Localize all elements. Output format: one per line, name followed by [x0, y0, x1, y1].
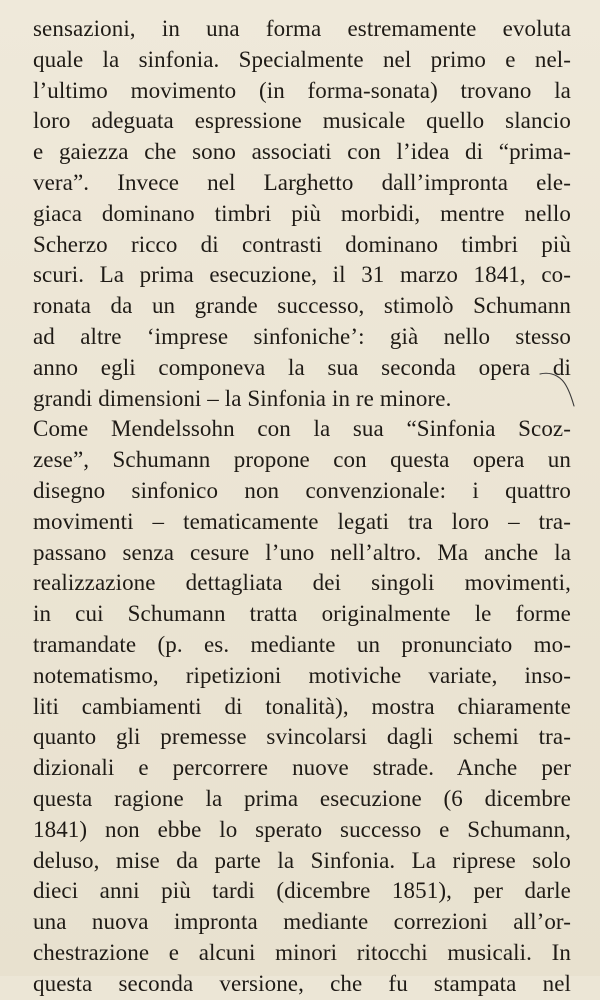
- text-line: grandi dimensioni – la Sinfonia in re minore.: [33, 385, 452, 411]
- text-line: zese”, Schumann propone con questa opera un: [33, 447, 571, 473]
- text-line: ad altre ‘imprese sinfoniche’: già nello stesso: [33, 323, 571, 349]
- text-line: passano senza cesure l’uno nell’altro. Ma anche la: [33, 539, 571, 565]
- text-line: dizionali e percorrere nuove strade. Anche per: [33, 755, 571, 781]
- text-line: Come Mendelssohn con la sua “Sinfonia Scoz-: [33, 416, 571, 442]
- text-line: questa seconda versione, che fu stampata nel: [33, 970, 571, 996]
- pencil-mark-icon: [538, 368, 578, 410]
- text-line: 1841) non ebbe lo sperato successo e Schumann,: [33, 816, 571, 842]
- text-line: Scherzo ricco di contrasti dominano timbri più: [33, 231, 571, 257]
- text-line: giaca dominano timbri più morbidi, mentre nello: [33, 200, 571, 226]
- text-line: in cui Schumann tratta originalmente le forme: [33, 601, 571, 627]
- text-line: scuri. La prima esecuzione, il 31 marzo 1841, co-: [33, 262, 571, 288]
- body-text: [33, 14, 571, 1000]
- text-line: liti cambiamenti di tonalità), mostra chiaramente: [33, 693, 571, 719]
- text-line: una nuova impronta mediante correzioni all’or-: [33, 909, 571, 935]
- text-line: movimenti – tematicamente legati tra loro – tra-: [33, 508, 571, 534]
- text-line: l’ultimo movimento (in forma-sonata) trovano la: [33, 77, 571, 103]
- text-line: dieci anni più tardi (dicembre 1851), per darle: [33, 878, 571, 904]
- text-line: disegno sinfonico non convenzionale: i quattro: [33, 477, 571, 503]
- text-line: vera”. Invece nel Larghetto dall’impronta ele-: [33, 169, 571, 195]
- text-line: quanto gli premesse svincolarsi dagli schemi tra-: [33, 724, 571, 750]
- text-line: chestrazione e alcuni minori ritocchi musicali. In: [33, 939, 571, 965]
- text-line: tramandate (p. es. mediante un pronunciato mo-: [33, 631, 571, 657]
- text-line: ronata da un grande successo, stimolò Schumann: [33, 293, 571, 319]
- text-line: deluso, mise da parte la Sinfonia. La riprese solo: [33, 847, 571, 873]
- text-line: quale la sinfonia. Specialmente nel primo e nel-: [33, 46, 571, 72]
- text-line: questa ragione la prima esecuzione (6 dicembre: [33, 785, 571, 811]
- text-line: notematismo, ripetizioni motiviche variate, inso-: [33, 662, 571, 688]
- text-line: e gaiezza che sono associati con l’idea di “prima-: [33, 139, 571, 165]
- text-line: realizzazione dettagliata dei singoli movimenti,: [33, 570, 571, 596]
- text-line: loro adeguata espressione musicale quello slancio: [33, 108, 571, 134]
- text-line: anno egli componeva la sua seconda opera di: [33, 354, 571, 380]
- text-line: sensazioni, in una forma estremamente evoluta: [33, 16, 571, 41]
